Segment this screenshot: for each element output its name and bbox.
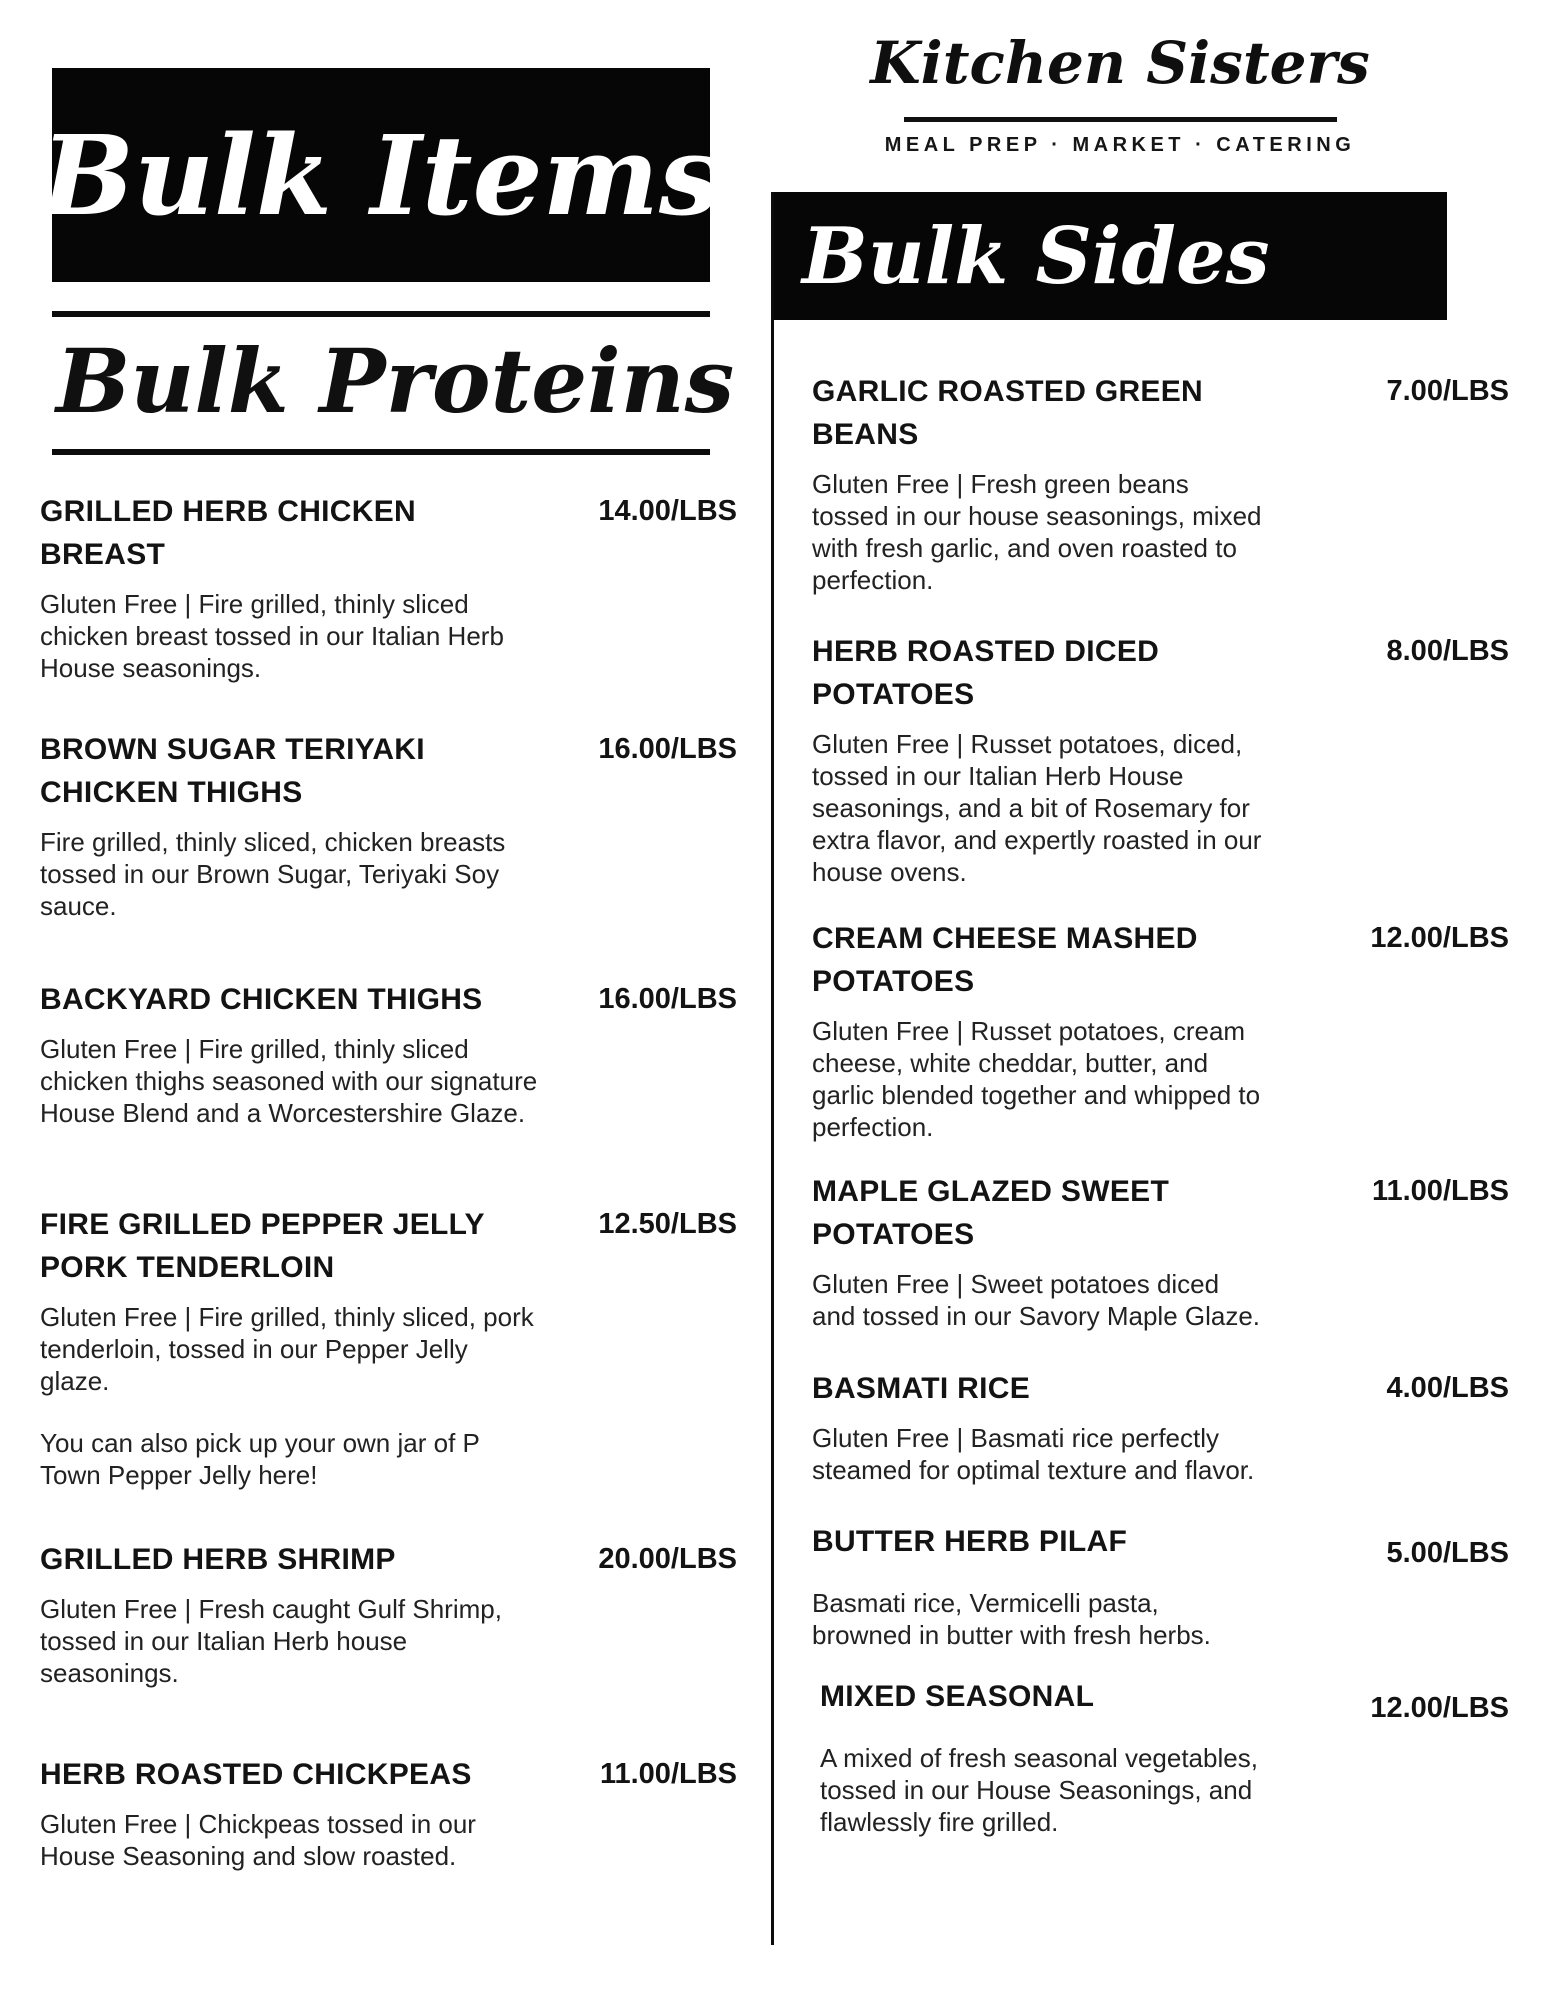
- item-description: Gluten Free | Chickpeas tossed in our House Seasoning and slow roasted.: [40, 1809, 476, 1871]
- item-title-line: GRILLED HERB CHICKEN: [40, 495, 417, 528]
- item-title-line: POTATOES: [812, 965, 975, 998]
- item-title-line: CHICKEN THIGHS: [40, 776, 303, 809]
- item-price: 4.00/LBS: [1386, 1372, 1509, 1404]
- item-description: Gluten Free | Fresh caught Gulf Shrimp, tossed in our Italian Herb house seasonings.: [40, 1594, 502, 1688]
- item-price: 16.00/LBS: [598, 983, 737, 1015]
- item-title-line: BREAST: [40, 538, 166, 571]
- item-description: Fire grilled, thinly sliced, chicken breasts tossed in our Brown Sugar, Teriyaki Soy sauce.: [40, 827, 506, 921]
- item-title: [812, 1170, 1169, 1256]
- item-title: [812, 1675, 1094, 1718]
- menu-item-butter-herb-pilaf: [812, 1520, 1509, 1651]
- menu-item-basmati-rice: [812, 1367, 1509, 1486]
- item-title: [812, 1367, 1030, 1410]
- menu-item-cream-cheese-mashed-potatoes: [812, 917, 1509, 1143]
- bulk-items-banner: [41, 68, 721, 282]
- menu-item-herb-roasted-chickpeas: [40, 1753, 737, 1872]
- bulk-proteins-section-title: Bulk Proteins: [56, 329, 735, 433]
- item-price: 20.00/LBS: [598, 1543, 737, 1575]
- logo-wordmark: Kitchen Sisters: [870, 29, 1370, 97]
- item-description: Gluten Free | Fire grilled, thinly sliced chicken breast tossed in our Italian Herb House seasonings.: [40, 589, 504, 683]
- item-title-line: CREAM CHEESE MASHED: [812, 922, 1198, 955]
- item-description: Gluten Free | Russet potatoes, diced, tossed in our Italian Herb House seasonings, and a bit of Rosemary for extra flavor, and expertly roasted in our house ovens.: [812, 729, 1262, 887]
- logo: [780, 16, 1460, 157]
- item-title-line: BASMATI RICE: [812, 1372, 1031, 1405]
- item-title: [812, 1520, 1127, 1563]
- menu-item-garlic-roasted-green-beans: [812, 370, 1509, 596]
- menu-item-herb-roasted-diced-potatoes: [812, 630, 1509, 888]
- item-price: 8.00/LBS: [1386, 635, 1509, 667]
- item-price: 12.00/LBS: [1370, 922, 1509, 954]
- item-title-line: MIXED SEASONAL: [820, 1680, 1095, 1713]
- item-title: [40, 1753, 472, 1796]
- item-title-line: PORK TENDERLOIN: [40, 1251, 335, 1284]
- item-title: [812, 630, 1159, 716]
- item-description: Gluten Free | Russet potatoes, cream cheese, white cheddar, butter, and garlic blended together and whipped to perfection.: [812, 1016, 1261, 1142]
- item-description: Basmati rice, Vermicelli pasta, browned in butter with fresh herbs.: [812, 1588, 1211, 1650]
- item-price: 12.50/LBS: [598, 1208, 737, 1240]
- menu-item-grilled-herb-chicken-breast: [40, 490, 737, 684]
- item-title-line: BACKYARD CHICKEN THIGHS: [40, 983, 483, 1016]
- item-title: [40, 978, 483, 1021]
- item-title: [812, 917, 1198, 1003]
- item-price: 5.00/LBS: [1386, 1537, 1509, 1569]
- item-price: 16.00/LBS: [598, 733, 737, 765]
- item-price: 11.00/LBS: [1371, 1175, 1509, 1207]
- item-title-line: POTATOES: [812, 678, 975, 711]
- item-title-line: POTATOES: [812, 1218, 975, 1251]
- menu-item-brown-sugar-teriyaki-chicken-thighs: [40, 728, 737, 922]
- item-price: 12.00/LBS: [1370, 1692, 1509, 1724]
- item-title: [40, 1203, 485, 1289]
- bulk-items-banner-title: Bulk Items: [41, 110, 721, 240]
- item-description: Gluten Free | Sweet potatoes diced and tossed in our Savory Maple Glaze.: [812, 1269, 1261, 1331]
- menu-item-fire-grilled-pepper-jelly-pork-tenderloin: [40, 1203, 737, 1491]
- item-title-line: HERB ROASTED CHICKPEAS: [40, 1758, 472, 1791]
- section-rule-bottom: [52, 449, 710, 455]
- item-title-line: GARLIC ROASTED GREEN: [812, 375, 1204, 408]
- item-title: [40, 1538, 396, 1581]
- item-title-line: BUTTER HERB PILAF: [812, 1525, 1128, 1558]
- column-divider: [771, 192, 774, 1945]
- logo-underline: [904, 117, 1337, 122]
- item-description: Gluten Free | Basmati rice perfectly steamed for optimal texture and flavor.: [812, 1423, 1255, 1485]
- item-price: 11.00/LBS: [599, 1758, 737, 1790]
- menu-item-maple-glazed-sweet-potatoes: [812, 1170, 1509, 1332]
- item-description: A mixed of fresh seasonal vegetables, tossed in our House Seasonings, and flawlessly fire grilled.: [820, 1743, 1258, 1837]
- item-title-line: HERB ROASTED DICED: [812, 635, 1160, 668]
- item-price: 7.00/LBS: [1386, 375, 1509, 407]
- item-title: [812, 370, 1203, 456]
- item-description: Gluten Free | Fire grilled, thinly sliced chicken thighs seasoned with our signature House Blend and a Worcestershire Glaze.: [40, 1034, 538, 1128]
- item-title-line: BROWN SUGAR TERIYAKI: [40, 733, 425, 766]
- item-description: Gluten Free | Fire grilled, thinly sliced, pork tenderloin, tossed in our Pepper Jelly glaze.: [40, 1302, 534, 1396]
- bulk-sides-banner-title: Bulk Sides: [802, 210, 1270, 302]
- item-title-line: FIRE GRILLED PEPPER JELLY: [40, 1208, 485, 1241]
- item-title: [40, 490, 416, 576]
- item-title: [40, 728, 425, 814]
- logo-tagline: MEAL PREP · MARKET · CATERING: [884, 134, 1356, 156]
- menu-item-grilled-herb-shrimp: [40, 1538, 737, 1689]
- menu-item-backyard-chicken-thighs: [40, 978, 737, 1129]
- bulk-sides-banner: [774, 192, 1447, 320]
- item-title-line: BEANS: [812, 418, 919, 451]
- item-note: You can also pick up your own jar of P Town Pepper Jelly here!: [40, 1428, 480, 1490]
- item-title-line: MAPLE GLAZED SWEET: [812, 1175, 1170, 1208]
- item-price: 14.00/LBS: [598, 495, 737, 527]
- menu-item-mixed-seasonal: [812, 1675, 1509, 1838]
- item-description: Gluten Free | Fresh green beans tossed in our house seasonings, mixed with fresh garlic, and oven roasted to perfection.: [812, 469, 1262, 595]
- item-title-line: GRILLED HERB SHRIMP: [40, 1543, 396, 1576]
